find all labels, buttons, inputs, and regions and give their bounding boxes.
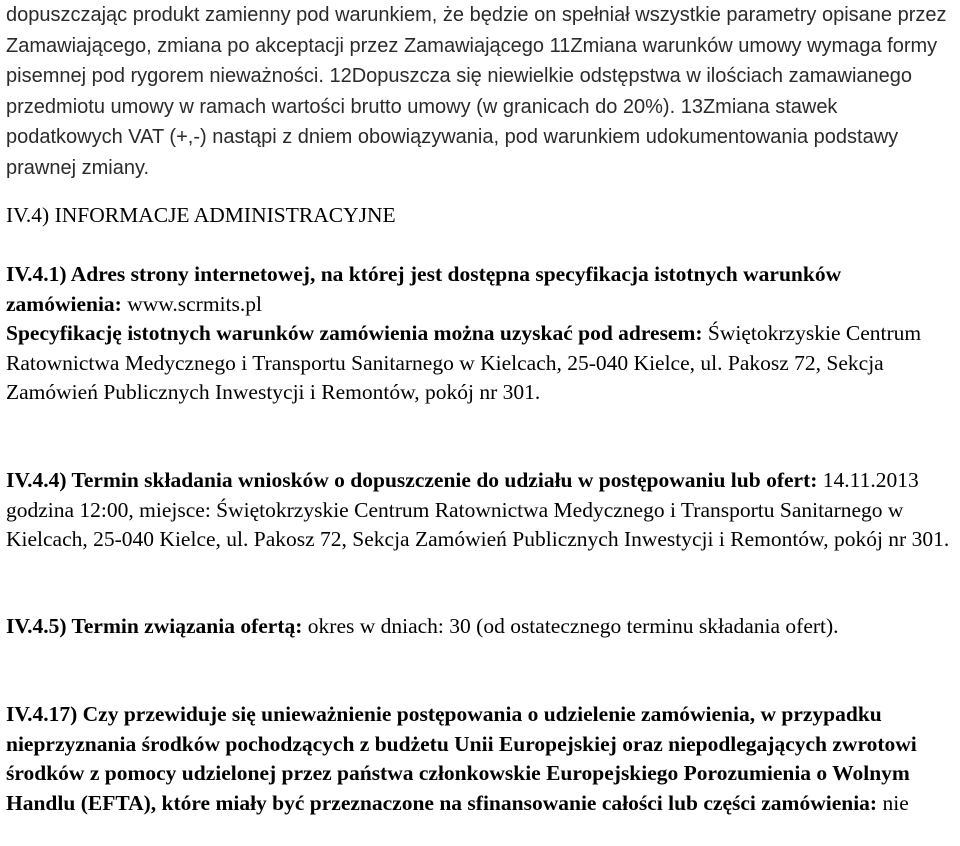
section-iv-4-17 — [6, 700, 958, 818]
iv-4-4-value: 14.11.2013 godzina 12:00, miejsce: Świętokrzyskie Centrum Ratownictwa Medycznego i Transportu Sanitarnego w Kielcach, 25-040 Kielce, ul. Pakosz 72, Sekcja Zamówień Publicznych Inwestycji i Remontów, pokój nr 301. — [6, 468, 950, 552]
iv-4-5-label: IV.4.5) Termin związania ofertą: — [6, 614, 303, 638]
iv-4-1-value: www.scrmits.pl — [127, 291, 262, 316]
iv-4-5-value: okres w dniach: 30 (od ostatecznego terminu składania ofert). — [307, 614, 839, 638]
iv-4-17-value: nie — [882, 790, 909, 815]
section-iv-4-5 — [6, 612, 958, 642]
section-heading-text: IV.4) INFORMACJE ADMINISTRACYJNE — [6, 203, 396, 227]
intro-paragraph-text: dopuszczając produkt zamienny pod warunkiem, że będzie on spełniał wszystkie parametry opisane przez Zamawiającego, zmiana po akceptacji przez Zamawiającego 11Zmiana warunków umowy wymaga formy pisemnej pod rygorem nieważności. 12Dopuszcza się niewielkie odstępstwa w ilościach zamawianego przedmiotu umowy w ramach wartości brutto umowy (w granicach do 20%). 13Zmiana stawek podatkowych VAT (+,-) nastąpi z dniem obowiązywania, pod warunkiem udokumentowania podstawy prawnej zmiany. — [6, 4, 947, 179]
iv-4-1-spec-value: Świętokrzyskie Centrum Ratownictwa Medycznego i Transportu Sanitarnego w Kielcach, 25-040 Kielce, ul. Pakosz 72, Sekcja Zamówień Publicznych Inwestycji i Remontów, pokój nr 301. — [6, 321, 922, 405]
section-iv-4-4 — [6, 466, 958, 555]
iv-4-4-label: IV.4.4) Termin składania wniosków o dopuszczenie do udziału w postępowaniu lub ofert: — [6, 468, 818, 492]
section-iv-4-1 — [6, 260, 958, 408]
iv-4-17-label: IV.4.17) Czy przewiduje się unieważnienie postępowania o udzielenie zamówienia, w przypadku nieprzyznania środków pochodzących z budżetu Unii Europejskiej oraz niepodlegających zwrotowi środków z pomocy udzielonej przez państwa członkowskie Europejskiego Porozumienia o Wolnym Handlu (EFTA), które miały być przeznaczone na sfinansowanie całości lub części zamówienia: — [6, 702, 917, 815]
intro-paragraph — [6, 0, 958, 183]
iv-4-1-spec-label: Specyfikację istotnych warunków zamówienia można uzyskać pod adresem: — [6, 321, 703, 346]
iv-4-1-label: IV.4.1) Adres strony internetowej, na której jest dostępna specyfikacja istotnych warunków zamówienia: — [6, 262, 842, 316]
section-heading — [6, 201, 958, 231]
